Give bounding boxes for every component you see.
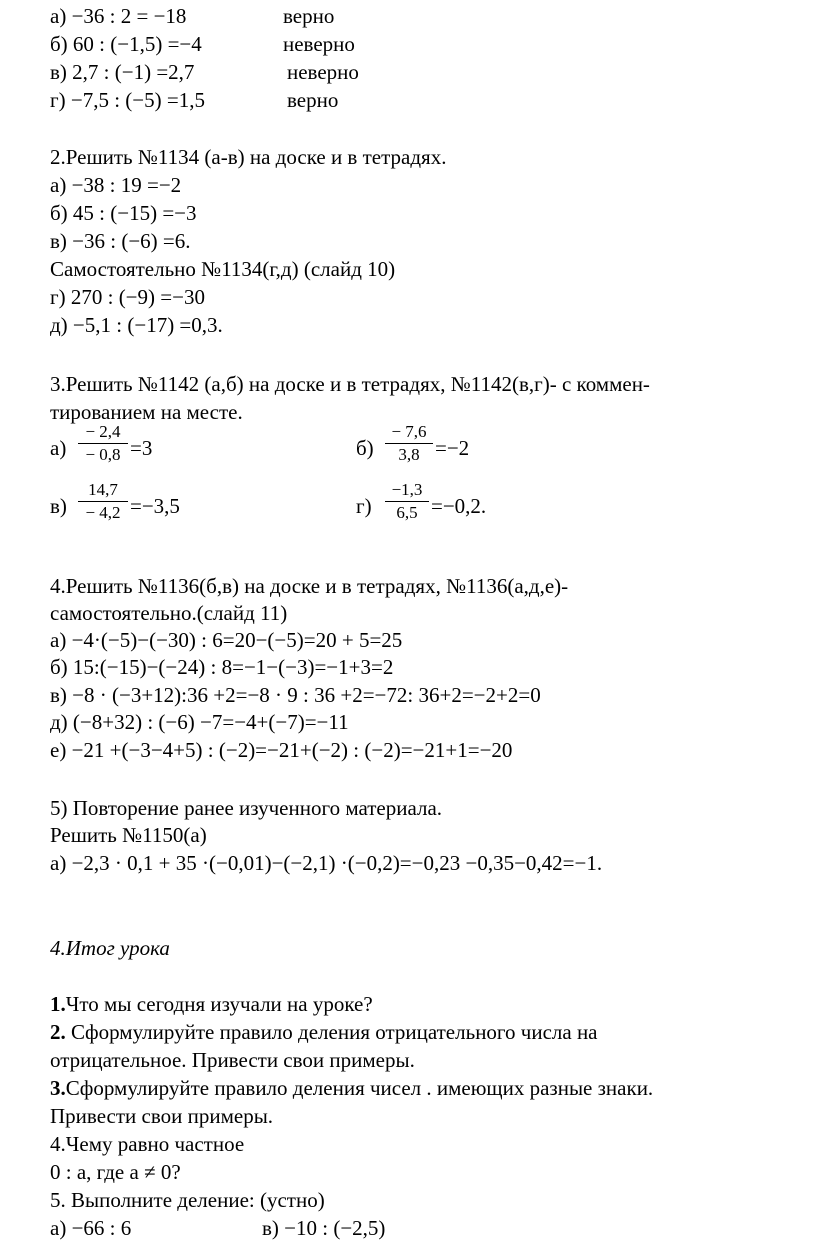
question-2-text: Сформулируйте правило деления отрицательного числа на xyxy=(65,1020,598,1044)
question-3 xyxy=(50,1074,653,1102)
fraction-c-denominator: − 4,2 xyxy=(85,503,121,522)
question-4: 4.Чему равно частное xyxy=(50,1132,245,1156)
task2-line-b: б) 45 : (−15) =−3 xyxy=(50,201,197,225)
question-2 xyxy=(50,1018,598,1046)
answer-d: г) −7,5 : (−5) =1,5 xyxy=(50,88,205,112)
question-1-text: Что мы сегодня изучали на уроке? xyxy=(65,992,373,1016)
fraction-a-label: а) xyxy=(50,436,67,460)
task4-line-c: в) −8 · (−3+12):36 +2=−8 · 9 : 36 +2=−72: 36+2=−2+2=0 xyxy=(50,683,541,707)
task5-line: а) −2,3 · 0,1 + 35 ·(−0,01)−(−2,1) ·(−0,2)=−0,23 −0,35−0,42=−1. xyxy=(50,851,603,875)
answer-a: а) −36 : 2 = −18 xyxy=(50,4,187,28)
task2-line-c: в) −36 : (−6) =6. xyxy=(50,229,191,253)
summary-title: 4.Итог урока xyxy=(50,936,170,960)
fraction-d-numerator: −1,3 xyxy=(391,480,423,499)
fraction-c-result: =−3,5 xyxy=(130,494,180,518)
fraction-bar xyxy=(78,501,128,502)
question-3-number: 3. xyxy=(50,1076,66,1100)
fraction-bar xyxy=(385,501,429,502)
question-3-text: Сформулируйте правило деления чисел . имеющих разные знаки. xyxy=(65,1076,654,1100)
answer-b-verdict: неверно xyxy=(283,32,355,56)
question-1-number: 1. xyxy=(50,992,66,1016)
fraction-b xyxy=(385,422,433,465)
fraction-c xyxy=(78,480,128,523)
answer-d-verdict: верно xyxy=(287,88,339,112)
task2-heading: 2.Решить №1134 (а-в) на доске и в тетрадях. xyxy=(50,145,447,169)
question-2-cont: отрицательное. Привести свои примеры. xyxy=(50,1048,415,1072)
fraction-d xyxy=(385,480,429,523)
fraction-a-denominator: − 0,8 xyxy=(85,445,121,464)
fraction-a xyxy=(78,422,128,465)
task2-self-line-d: д) −5,1 : (−17) =0,3. xyxy=(50,313,223,337)
fraction-b-numerator: − 7,6 xyxy=(391,422,427,441)
answer-c-verdict: неверно xyxy=(287,60,359,84)
task4-line-e: е) −21 +(−3−4+5) : (−2)=−21+(−2) : (−2)=−21+1=−20 xyxy=(50,738,513,762)
fraction-b-denominator: 3,8 xyxy=(398,445,420,464)
task4-heading-2: самостоятельно.(слайд 11) xyxy=(50,601,288,625)
fraction-d-denominator: 6,5 xyxy=(396,503,418,522)
task4-heading-1: 4.Решить №1136(б,в) на доске и в тетрадях, №1136(а,д,е)- xyxy=(50,574,569,598)
task4-line-b: б) 15:(−15)−(−24) : 8=−1−(−3)=−1+3=2 xyxy=(50,655,394,679)
question-3-cont: Привести свои примеры. xyxy=(50,1104,274,1128)
fraction-bar xyxy=(385,443,433,444)
fraction-a-result: =3 xyxy=(130,436,153,460)
task2-self-line-g: г) 270 : (−9) =−30 xyxy=(50,285,205,309)
task3-heading-2: тированием на месте. xyxy=(50,400,243,424)
task4-line-d: д) (−8+32) : (−6) −7=−4+(−7)=−11 xyxy=(50,710,349,734)
question-4-cont: 0 : а, где а ≠ 0? xyxy=(50,1160,181,1184)
fraction-d-label: г) xyxy=(356,494,372,518)
fraction-a-numerator: − 2,4 xyxy=(85,422,121,441)
task4-line-a: а) −4·(−5)−(−30) : 6=20−(−5)=20 + 5=25 xyxy=(50,628,403,652)
question-1 xyxy=(50,990,373,1018)
fraction-c-numerator: 14,7 xyxy=(88,480,118,499)
task2-line-a: а) −38 : 19 =−2 xyxy=(50,173,182,197)
fraction-b-result: =−2 xyxy=(435,436,470,460)
fraction-c-label: в) xyxy=(50,494,67,518)
question-5-b: в) −10 : (−2,5) xyxy=(262,1216,386,1240)
answer-c: в) 2,7 : (−1) =2,7 xyxy=(50,60,195,84)
answer-a-verdict: верно xyxy=(283,4,335,28)
answer-b: б) 60 : (−1,5) =−4 xyxy=(50,32,202,56)
fraction-b-label: б) xyxy=(356,436,374,460)
fraction-d-result: =−0,2. xyxy=(431,494,487,518)
fraction-bar xyxy=(78,443,128,444)
task5-sub: Решить №1150(а) xyxy=(50,823,207,847)
question-5-a: а) −66 : 6 xyxy=(50,1216,132,1240)
question-5: 5. Выполните деление: (устно) xyxy=(50,1188,325,1212)
task5-heading: 5) Повторение ранее изученного материала. xyxy=(50,796,443,820)
task2-self-heading: Самостоятельно №1134(г,д) (слайд 10) xyxy=(50,257,396,281)
task3-heading-1: 3.Решить №1142 (а,б) на доске и в тетрадях, №1142(в,г)- с коммен- xyxy=(50,372,650,396)
question-2-number: 2. xyxy=(50,1020,66,1044)
